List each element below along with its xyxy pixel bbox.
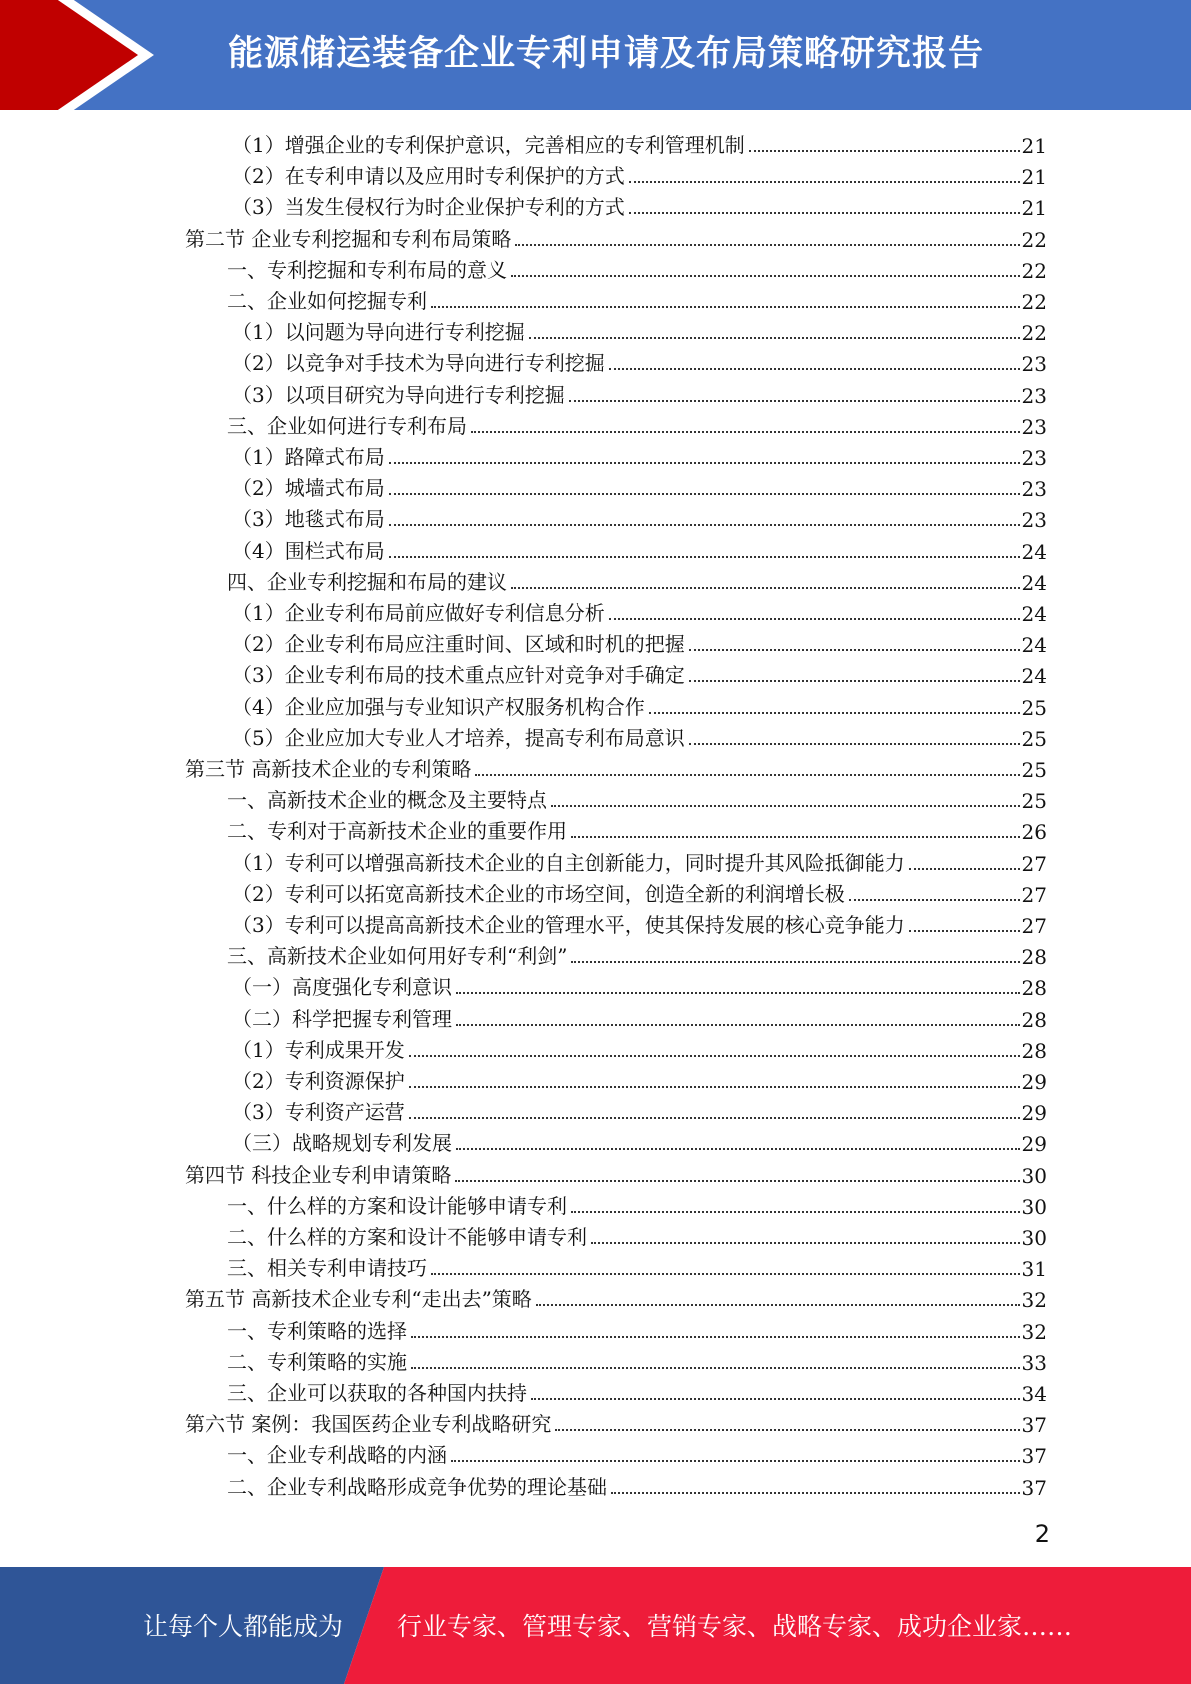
toc-entry[interactable] bbox=[232, 845, 1047, 876]
toc-entry[interactable] bbox=[185, 1281, 1047, 1312]
toc-entry[interactable] bbox=[227, 1250, 1047, 1281]
toc-leader-dots bbox=[456, 1148, 1020, 1150]
toc-entry[interactable] bbox=[227, 1375, 1047, 1406]
toc-leader-dots bbox=[571, 836, 1020, 838]
toc-entry-label: （2）企业专利布局应注重时间、区域和时机的把握 bbox=[232, 632, 685, 657]
toc-entry[interactable] bbox=[227, 1219, 1047, 1250]
toc-entry-label: 一、高新技术企业的概念及主要特点 bbox=[227, 788, 547, 813]
toc-entry-label: 第六节 案例：我国医药企业专利战略研究 bbox=[185, 1412, 552, 1437]
toc-entry[interactable] bbox=[185, 1406, 1047, 1437]
toc-entry[interactable] bbox=[232, 533, 1047, 564]
toc-entry[interactable] bbox=[227, 1437, 1047, 1468]
header-arrow-shape bbox=[0, 0, 148, 110]
toc-leader-dots bbox=[611, 1492, 1020, 1494]
toc-entry-label: （1）以问题为导向进行专利挖掘 bbox=[232, 320, 525, 345]
toc-entry-label: （3）企业专利布局的技术重点应针对竞争对手确定 bbox=[232, 663, 685, 688]
footer-slogan-right: 行业专家、管理专家、营销专家、战略专家、成功企业家…… bbox=[397, 1612, 1073, 1641]
toc-entry-page: 32 bbox=[1021, 1319, 1047, 1344]
toc-leader-dots bbox=[909, 930, 1020, 932]
toc-entry[interactable] bbox=[232, 377, 1047, 408]
toc-leader-dots bbox=[411, 1367, 1020, 1369]
toc-leader-dots bbox=[629, 181, 1020, 183]
toc-entry-label: 第二节 企业专利挖掘和专利布局策略 bbox=[185, 226, 512, 251]
toc-entry-page: 37 bbox=[1021, 1444, 1047, 1469]
toc-leader-dots bbox=[471, 431, 1020, 433]
toc-entry-label: （1）路障式布局 bbox=[232, 445, 385, 469]
toc-entry-label: （一）高度强化专利意识 bbox=[232, 975, 452, 1000]
toc-leader-dots bbox=[431, 306, 1020, 308]
toc-leader-dots bbox=[451, 1460, 1020, 1462]
toc-entry-page: 23 bbox=[1021, 414, 1047, 439]
toc-entry[interactable] bbox=[232, 969, 1047, 1000]
toc-entry-label: （2）城墙式布局 bbox=[232, 476, 385, 501]
toc-entry-label: 一、企业专利战略的内涵 bbox=[227, 1443, 447, 1468]
toc-leader-dots bbox=[551, 805, 1020, 807]
toc-leader-dots bbox=[475, 774, 1019, 776]
report-title: 能源储运装备企业专利申请及布局策略研究报告 bbox=[228, 34, 985, 74]
toc-entry-label: 二、专利策略的实施 bbox=[227, 1349, 407, 1374]
toc-entry-label: 第三节 高新技术企业的专利策略 bbox=[185, 757, 472, 781]
toc-leader-dots bbox=[511, 275, 1020, 277]
toc-leader-dots bbox=[629, 212, 1020, 214]
toc-entry-page: 24 bbox=[1021, 539, 1047, 564]
toc-entry[interactable] bbox=[232, 314, 1047, 345]
toc-entry-page: 30 bbox=[1021, 1194, 1047, 1219]
toc-entry-label: 一、专利策略的选择 bbox=[227, 1318, 407, 1343]
toc-leader-dots bbox=[409, 1117, 1020, 1119]
toc-leader-dots bbox=[569, 400, 1020, 402]
toc-entry-page: 29 bbox=[1021, 1101, 1047, 1126]
toc-entry-page: 28 bbox=[1021, 945, 1047, 970]
toc-entry[interactable] bbox=[232, 657, 1047, 688]
toc-entry[interactable] bbox=[227, 283, 1047, 314]
toc-entry-label: （3）专利资产运营 bbox=[232, 1100, 405, 1125]
toc-entry-label: 二、什么样的方案和设计不能够申请专利 bbox=[227, 1225, 587, 1249]
toc-entry-page: 21 bbox=[1021, 134, 1047, 158]
page-footer bbox=[0, 1567, 1191, 1684]
toc-entry-page: 33 bbox=[1021, 1350, 1047, 1375]
toc-leader-dots bbox=[689, 649, 1020, 651]
toc-entry-page: 31 bbox=[1021, 1257, 1047, 1282]
toc-entry-label: 三、企业可以获取的各种国内扶持 bbox=[227, 1381, 527, 1405]
toc-entry[interactable] bbox=[232, 720, 1047, 751]
toc-entry-page: 24 bbox=[1021, 602, 1047, 626]
toc-entry-label: （2）专利可以拓宽高新技术企业的市场空间，创造全新的利润增长极 bbox=[232, 881, 845, 906]
toc-leader-dots bbox=[591, 1242, 1020, 1244]
toc-entry-label: 第四节 科技企业专利申请策略 bbox=[185, 1162, 452, 1187]
toc-entry-label: （2）专利资源保护 bbox=[232, 1069, 405, 1093]
toc-entry[interactable] bbox=[232, 626, 1047, 657]
toc-entry-label: （3）专利可以提高高新技术企业的管理水平，使其保持发展的核心竞争能力 bbox=[232, 913, 905, 937]
toc-entry-label: （3）地毯式布局 bbox=[232, 507, 385, 532]
toc-entry[interactable] bbox=[227, 1469, 1047, 1500]
toc-entry-page: 29 bbox=[1021, 1132, 1047, 1157]
toc-entry-label: 二、企业如何挖掘专利 bbox=[227, 289, 427, 313]
toc-leader-dots bbox=[411, 1336, 1020, 1338]
toc-entry-page: 30 bbox=[1021, 1226, 1047, 1250]
toc-entry-label: （1）专利成果开发 bbox=[232, 1037, 405, 1062]
toc-leader-dots bbox=[649, 712, 1020, 714]
toc-entry[interactable] bbox=[232, 439, 1047, 470]
toc-entry-page: 37 bbox=[1021, 1475, 1047, 1500]
toc-entry-page: 21 bbox=[1021, 165, 1047, 190]
footer-slogan-left: 让每个人都能成为 bbox=[143, 1612, 344, 1641]
toc-entry[interactable] bbox=[232, 876, 1047, 907]
toc-entry-page: 26 bbox=[1021, 820, 1047, 845]
toc-leader-dots bbox=[749, 150, 1020, 152]
toc-entry[interactable] bbox=[227, 408, 1047, 439]
toc-entry[interactable] bbox=[232, 1125, 1047, 1156]
toc-entry-page: 24 bbox=[1021, 664, 1047, 689]
toc-entry-label: （5）企业应加大专业人才培养，提高专利布局意识 bbox=[232, 725, 685, 750]
toc-leader-dots bbox=[409, 1086, 1020, 1088]
toc-entry-page: 22 bbox=[1021, 258, 1047, 283]
toc-entry[interactable] bbox=[185, 221, 1047, 252]
toc-entry-label: 四、企业专利挖掘和布局的建议 bbox=[227, 569, 507, 594]
page-number: 2 bbox=[1034, 1520, 1050, 1548]
toc-entry-page: 23 bbox=[1021, 477, 1047, 502]
toc-entry[interactable] bbox=[232, 345, 1047, 376]
toc-leader-dots bbox=[555, 1429, 1019, 1431]
toc-entry-page: 37 bbox=[1021, 1413, 1047, 1438]
toc-entry-label: 二、专利对于高新技术企业的重要作用 bbox=[227, 819, 567, 844]
toc-entry-label: 二、企业专利战略形成竞争优势的理论基础 bbox=[227, 1474, 607, 1499]
toc-entry-page: 23 bbox=[1021, 508, 1047, 533]
toc-entry[interactable] bbox=[232, 689, 1047, 720]
toc-entry-label: （3）以项目研究为导向进行专利挖掘 bbox=[232, 382, 565, 407]
toc-leader-dots bbox=[431, 1273, 1020, 1275]
toc-leader-dots bbox=[389, 462, 1020, 464]
toc-entry-page: 22 bbox=[1021, 321, 1047, 346]
toc-entry[interactable] bbox=[232, 1032, 1047, 1063]
toc-entry-page: 23 bbox=[1021, 446, 1047, 470]
page-header bbox=[0, 0, 1191, 110]
toc-leader-dots bbox=[456, 992, 1020, 994]
toc-leader-dots bbox=[409, 1055, 1020, 1057]
toc-entry-page: 25 bbox=[1021, 726, 1047, 751]
toc-entry-page: 27 bbox=[1021, 882, 1047, 907]
toc-entry[interactable] bbox=[232, 1001, 1047, 1032]
toc-leader-dots bbox=[849, 899, 1020, 901]
toc-leader-dots bbox=[689, 743, 1020, 745]
toc-entry[interactable] bbox=[185, 751, 1047, 782]
toc-leader-dots bbox=[609, 368, 1020, 370]
toc-leader-dots bbox=[389, 556, 1020, 558]
toc-leader-dots bbox=[455, 1180, 1019, 1182]
toc-leader-dots bbox=[536, 1304, 1020, 1306]
toc-entry-label: 一、什么样的方案和设计能够申请专利 bbox=[227, 1193, 567, 1218]
toc-entry-label: 一、专利挖掘和专利布局的意义 bbox=[227, 257, 507, 282]
toc-entry-label: （1）企业专利布局前应做好专利信息分析 bbox=[232, 601, 605, 625]
toc-leader-dots bbox=[389, 524, 1020, 526]
toc-leader-dots bbox=[511, 587, 1020, 589]
toc-leader-dots bbox=[529, 337, 1020, 339]
toc-entry-label: （4）围栏式布局 bbox=[232, 538, 385, 563]
toc-entry[interactable] bbox=[227, 1313, 1047, 1344]
toc-leader-dots bbox=[571, 1211, 1020, 1213]
toc-entry-page: 21 bbox=[1021, 196, 1047, 221]
toc-entry[interactable] bbox=[227, 252, 1047, 283]
toc-entry-label: 三、企业如何进行专利布局 bbox=[227, 413, 467, 438]
toc-entry[interactable] bbox=[232, 1094, 1047, 1125]
toc-entry-label: 三、相关专利申请技巧 bbox=[227, 1256, 427, 1281]
toc-entry-page: 29 bbox=[1021, 1070, 1047, 1094]
toc-entry-label: （二）科学把握专利管理 bbox=[232, 1006, 452, 1031]
toc-entry-page: 30 bbox=[1021, 1163, 1047, 1188]
toc-entry[interactable] bbox=[232, 189, 1047, 220]
toc-entry[interactable] bbox=[232, 158, 1047, 189]
toc-entry-label: （1）专利可以增强高新技术企业的自主创新能力，同时提升其风险抵御能力 bbox=[232, 850, 905, 875]
toc-entry-page: 27 bbox=[1021, 914, 1047, 938]
toc-entry[interactable] bbox=[185, 1157, 1047, 1188]
toc-entry-page: 32 bbox=[1021, 1288, 1047, 1313]
toc-entry-page: 24 bbox=[1021, 633, 1047, 658]
toc-entry-label: （2）在专利申请以及应用时专利保护的方式 bbox=[232, 164, 625, 189]
toc-entry-page: 23 bbox=[1021, 383, 1047, 408]
toc-entry[interactable] bbox=[227, 564, 1047, 595]
toc-leader-dots bbox=[456, 1024, 1020, 1026]
toc-entry-page: 28 bbox=[1021, 1038, 1047, 1063]
toc-entry-page: 24 bbox=[1021, 570, 1047, 595]
toc-entry-page: 27 bbox=[1021, 851, 1047, 876]
toc-entry-page: 22 bbox=[1021, 227, 1047, 252]
toc-entry[interactable] bbox=[232, 127, 1047, 158]
toc-entry-label: （1）增强企业的专利保护意识，完善相应的专利管理机制 bbox=[232, 133, 745, 157]
toc-entry-page: 23 bbox=[1021, 352, 1047, 377]
toc-entry-label: （2）以竞争对手技术为导向进行专利挖掘 bbox=[232, 351, 605, 376]
toc-leader-dots bbox=[389, 493, 1020, 495]
toc-entry[interactable] bbox=[227, 938, 1047, 969]
toc-entry[interactable] bbox=[227, 1188, 1047, 1219]
toc-entry-label: 三、高新技术企业如何用好专利“利剑” bbox=[227, 944, 568, 969]
toc-leader-dots bbox=[689, 680, 1020, 682]
toc-entry-page: 25 bbox=[1021, 695, 1047, 720]
toc-leader-dots bbox=[531, 1398, 1020, 1400]
toc-entry[interactable] bbox=[232, 470, 1047, 501]
toc-entry-page: 28 bbox=[1021, 1007, 1047, 1032]
toc-entry[interactable] bbox=[227, 813, 1047, 844]
toc-entry-label: （3）当发生侵权行为时企业保护专利的方式 bbox=[232, 195, 625, 220]
toc-entry[interactable] bbox=[232, 1063, 1047, 1094]
toc-entry[interactable] bbox=[232, 595, 1047, 626]
toc-leader-dots bbox=[909, 868, 1020, 870]
toc-entry-label: （三）战略规划专利发展 bbox=[232, 1131, 452, 1156]
toc-leader-dots bbox=[609, 618, 1020, 620]
toc-leader-dots bbox=[515, 244, 1019, 246]
toc-entry-page: 25 bbox=[1021, 789, 1047, 814]
toc-entry-label: 第五节 高新技术企业专利“走出去”策略 bbox=[185, 1287, 532, 1312]
toc-entry[interactable] bbox=[232, 907, 1047, 938]
toc-entry-page: 22 bbox=[1021, 290, 1047, 314]
toc-entry-label: （4）企业应加强与专业知识产权服务机构合作 bbox=[232, 694, 645, 719]
toc-entry[interactable] bbox=[227, 1344, 1047, 1375]
toc-entry[interactable] bbox=[232, 501, 1047, 532]
toc-entry-page: 25 bbox=[1021, 758, 1047, 782]
toc-leader-dots bbox=[571, 961, 1019, 963]
toc-entry-page: 28 bbox=[1021, 976, 1047, 1001]
toc-entry-page: 34 bbox=[1021, 1382, 1047, 1406]
toc-entry[interactable] bbox=[227, 782, 1047, 813]
